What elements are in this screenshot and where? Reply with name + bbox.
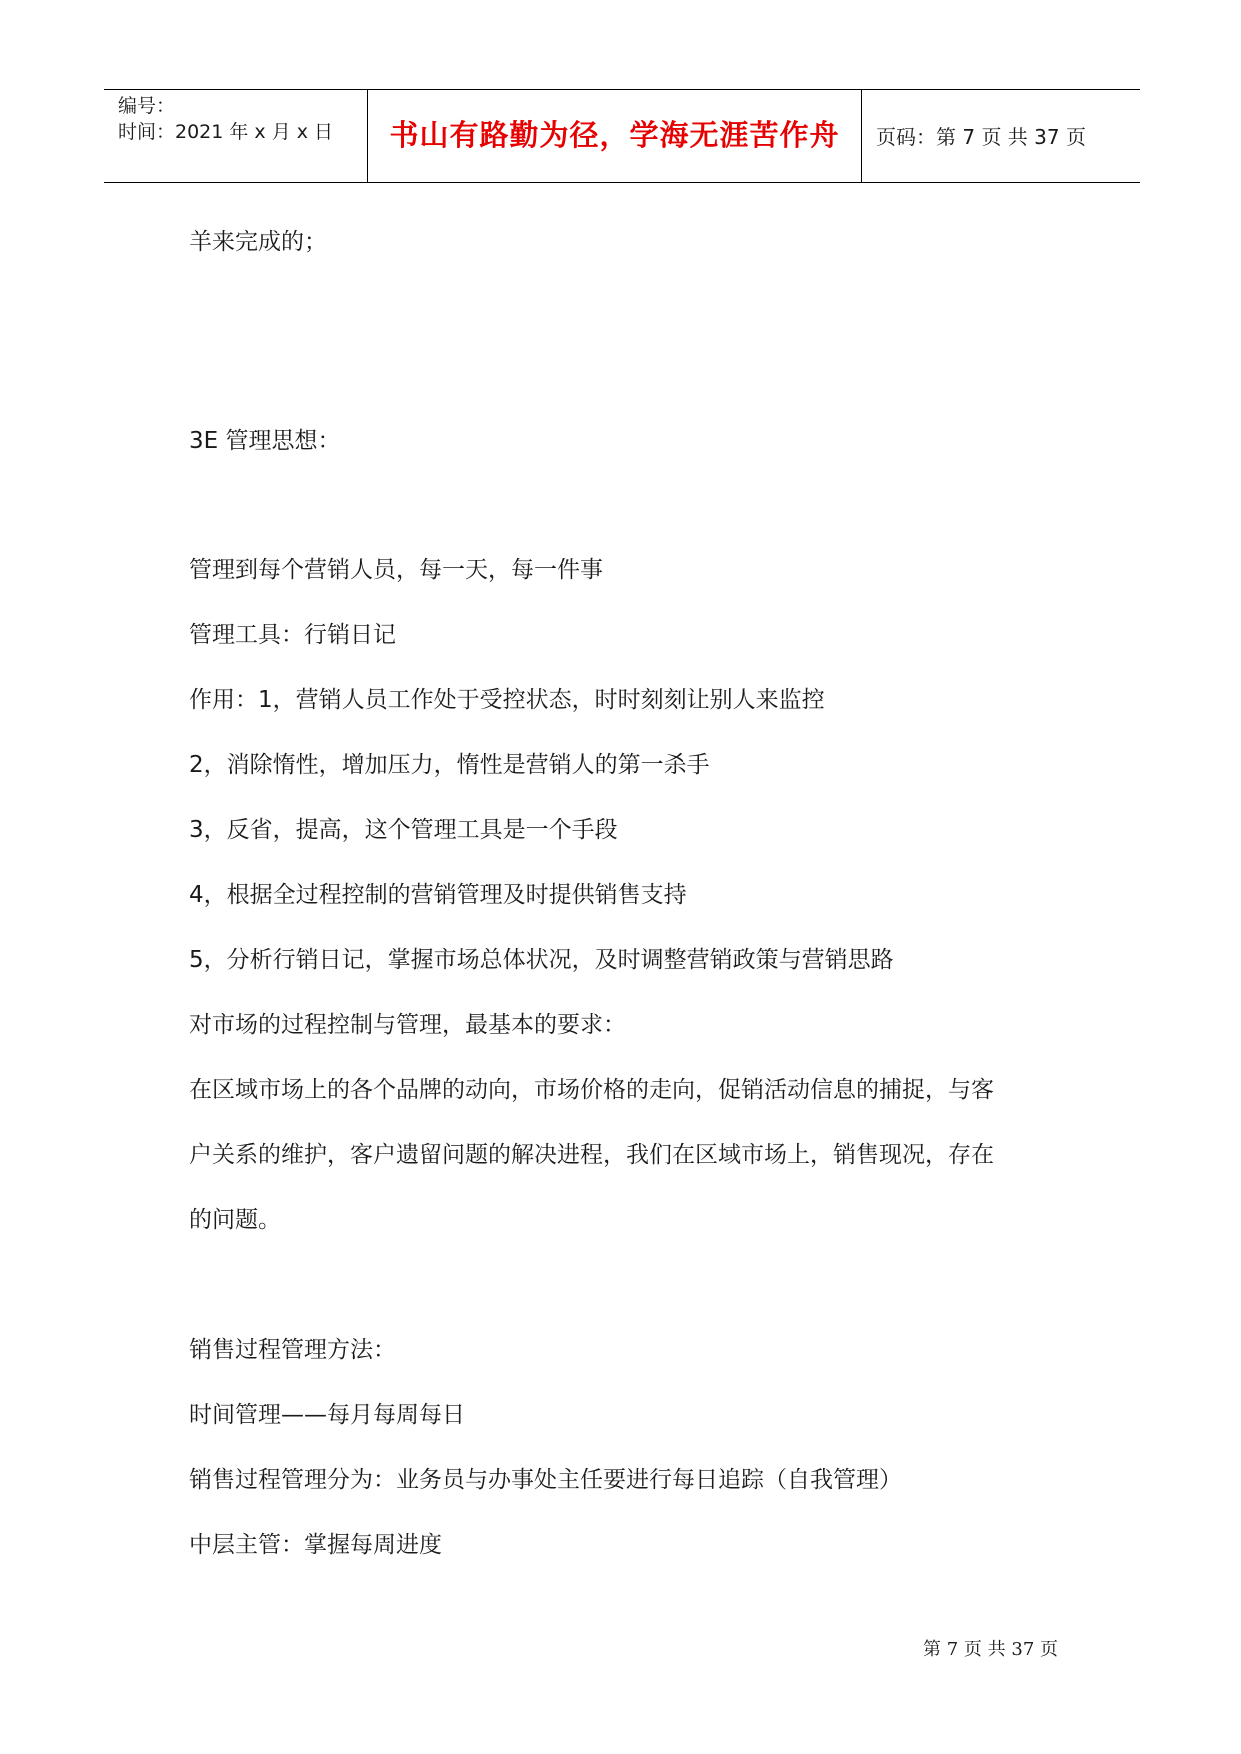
body-line: 对市场的过程控制与管理，最基本的要求：	[189, 1012, 626, 1038]
header-page-number: 页码：第 7 页 共 37 页	[876, 125, 1086, 149]
header-motto-cell	[368, 90, 862, 182]
footer-page-number: 第 7 页 共 37 页	[923, 1639, 1058, 1660]
body-line: 中层主管：掌握每周进度	[189, 1532, 442, 1558]
header-page-cell	[862, 90, 1140, 182]
body-line: 3，反省，提高，这个管理工具是一个手段	[189, 817, 618, 843]
body-line: 管理工具：行销日记	[189, 622, 396, 648]
document-header	[104, 89, 1140, 183]
body-line: 的问题。	[189, 1207, 281, 1233]
body-line: 作用：1，营销人员工作处于受控状态，时时刻刻让别人来监控	[189, 687, 825, 713]
body-line: 2，消除惰性，增加压力，惰性是营销人的第一杀手	[189, 752, 710, 778]
body-line: 管理到每个营销人员，每一天，每一件事	[189, 557, 603, 583]
document-date-label: 时间：2021 年 x 月 x 日	[118, 121, 334, 143]
section-heading: 3E 管理思想：	[189, 428, 341, 454]
body-line: 时间管理——每月每周每日	[189, 1402, 465, 1428]
body-line: 户关系的维护，客户遗留问题的解决进程，我们在区域市场上，销售现况，存在	[189, 1142, 994, 1168]
document-number-label: 编号：	[118, 95, 176, 117]
header-motto: 书山有路勤为径，学海无涯苦作舟	[389, 118, 840, 152]
header-meta-cell	[104, 90, 368, 182]
section-heading: 销售过程管理方法：	[189, 1337, 396, 1363]
body-line: 4，根据全过程控制的营销管理及时提供销售支持	[189, 882, 687, 908]
body-line: 在区域市场上的各个品牌的动向，市场价格的走向，促销活动信息的捕捉，与客	[189, 1077, 994, 1103]
body-line: 5，分析行销日记，掌握市场总体状况，及时调整营销政策与营销思路	[189, 947, 894, 973]
body-line: 销售过程管理分为：业务员与办事处主任要进行每日追踪（自我管理）	[189, 1467, 902, 1493]
body-line: 羊来完成的；	[189, 229, 327, 255]
